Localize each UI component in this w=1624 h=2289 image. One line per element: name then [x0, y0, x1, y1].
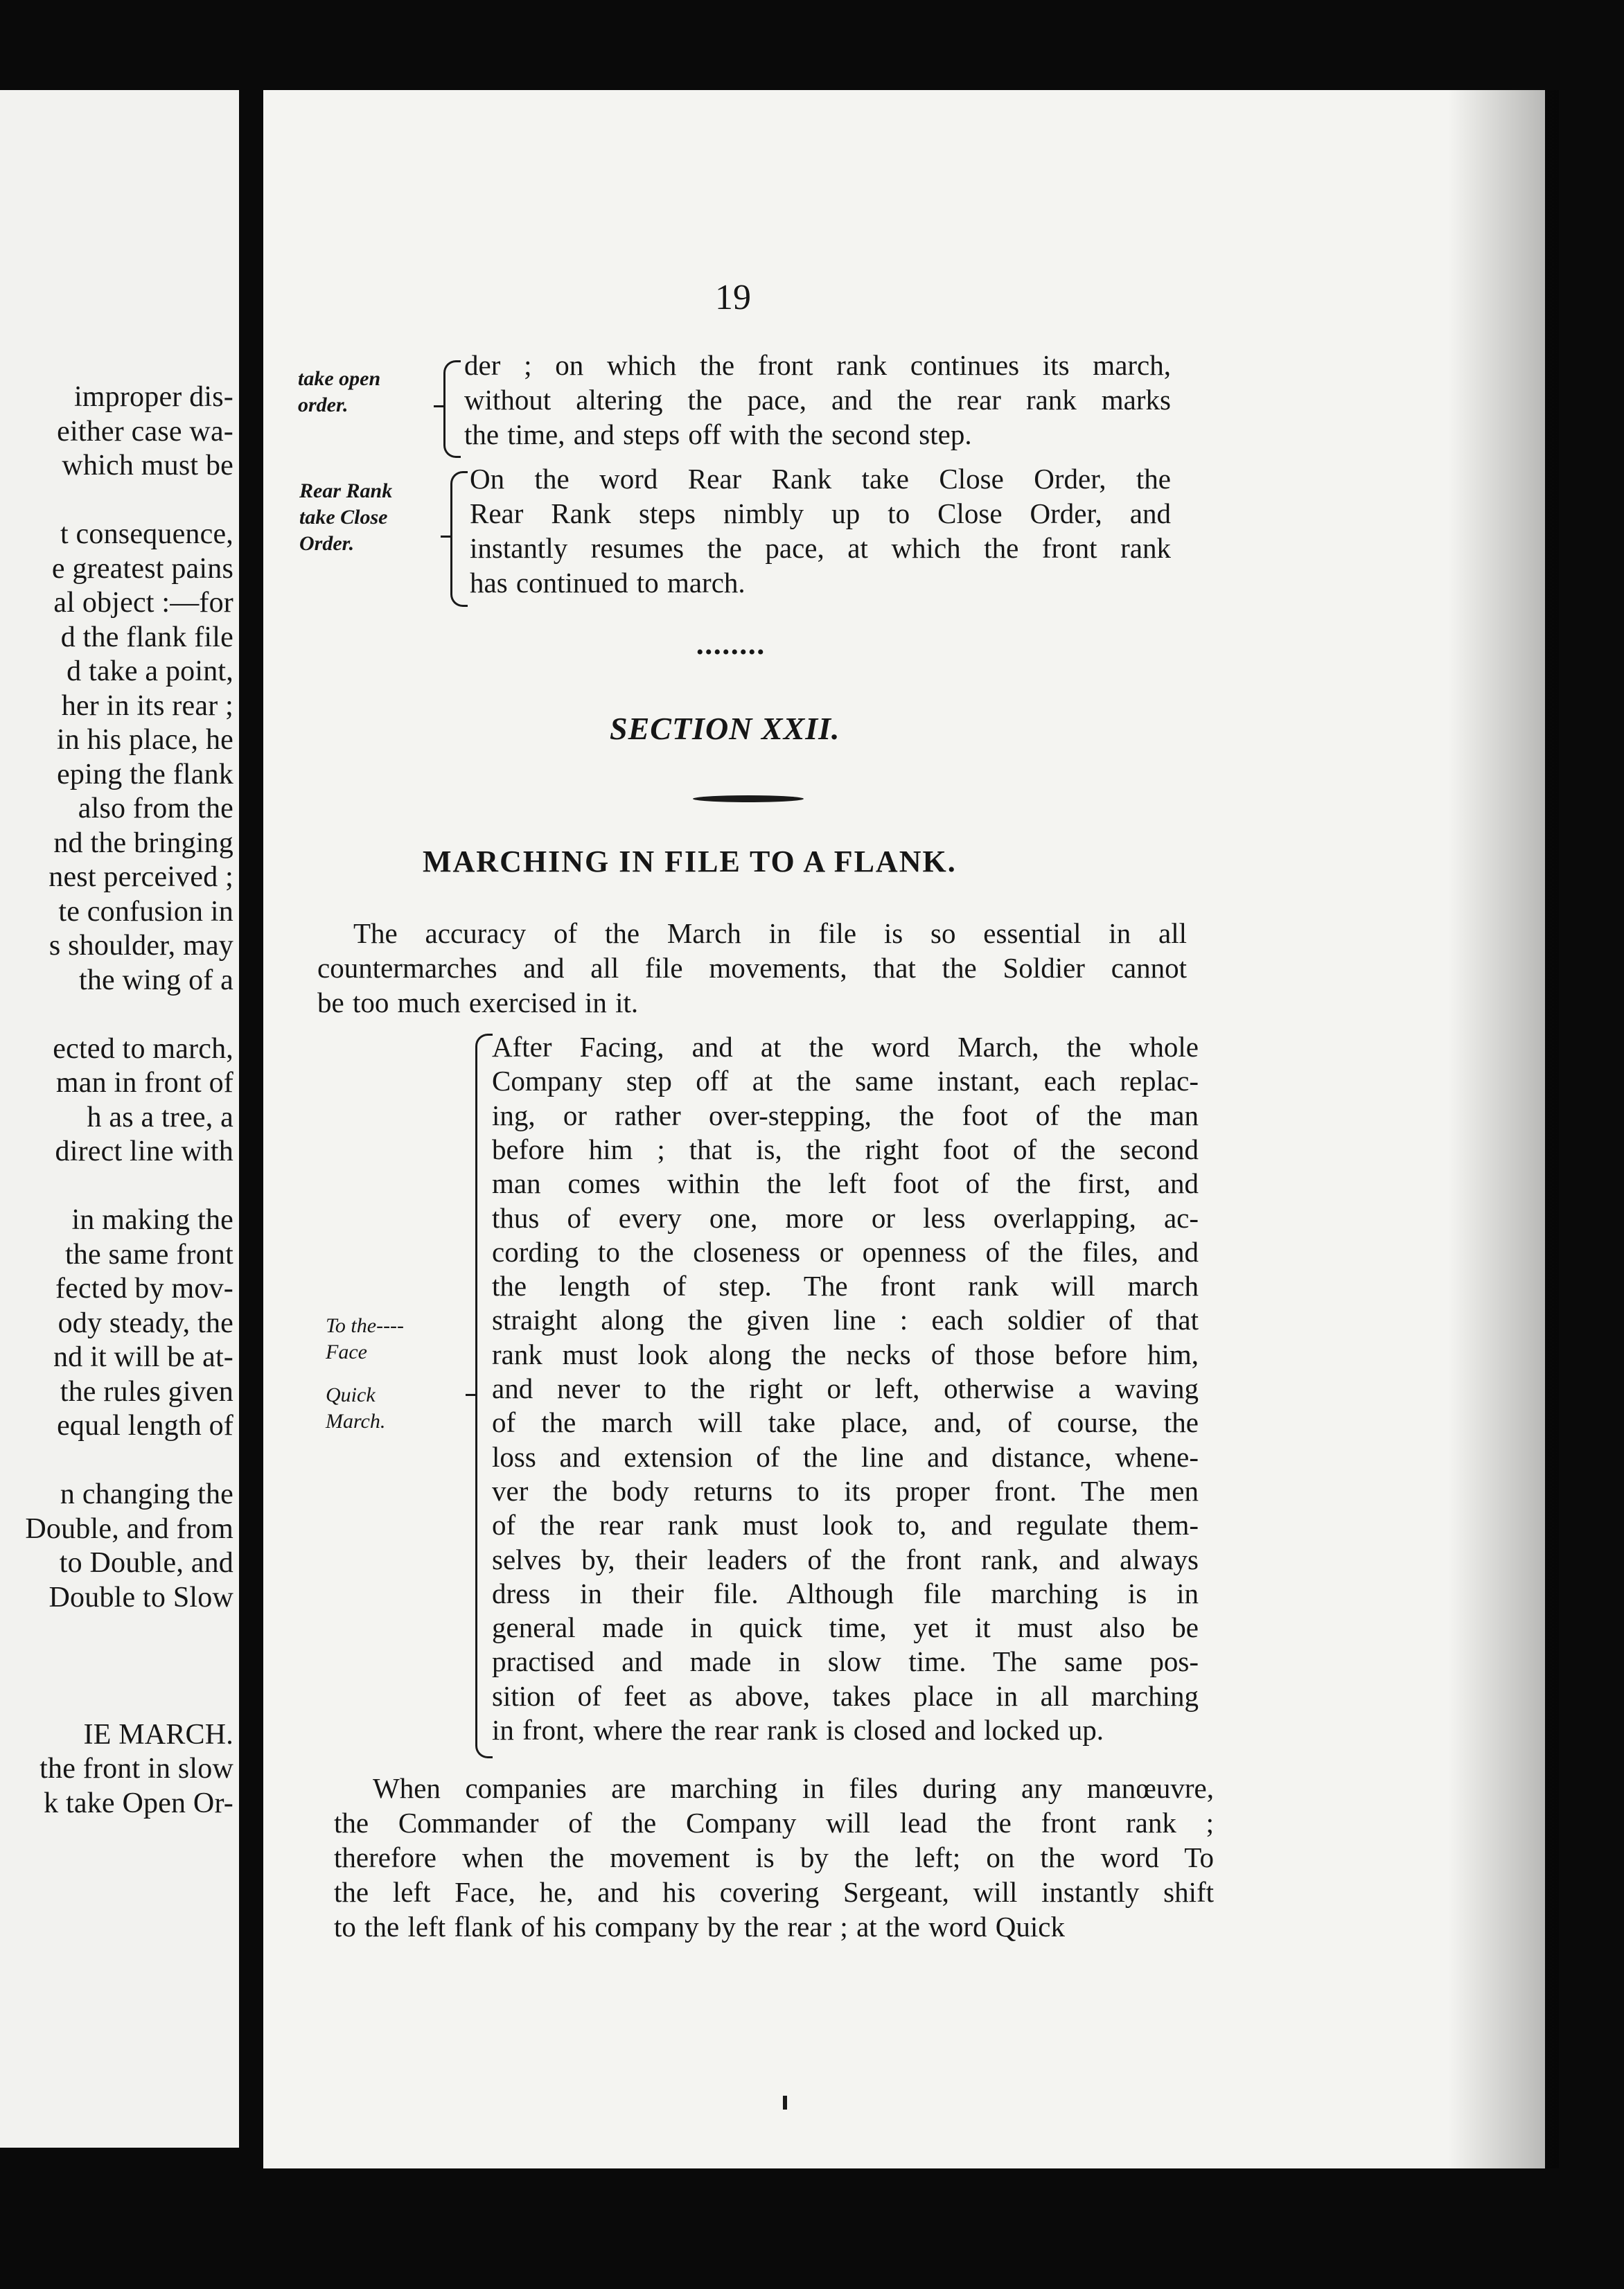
text-line: rank must look along the necks of those before him,	[492, 1338, 1199, 1370]
text-line: sition of feet as above, takes place in all marching	[492, 1679, 1199, 1712]
left-page-line: equal length of	[57, 1410, 233, 1442]
text-line: before him ; that is, the right foot of the second	[492, 1133, 1199, 1165]
left-page	[0, 90, 239, 2148]
main-heading: MARCHING IN FILE TO A FLANK.	[423, 845, 957, 878]
margin-note-quick-march: Quick March.	[326, 1384, 386, 1433]
text-line: man comes within the left foot of the first, and	[492, 1167, 1199, 1200]
text-line: to the left flank of his company by the rear ; at the word Quick	[334, 1911, 1065, 1943]
text-line: dress in their file. Although file marching is in	[492, 1577, 1199, 1609]
margin-note-face: To the---- Face	[326, 1314, 405, 1363]
left-page-line: nest perceived ;	[48, 861, 233, 893]
left-page-line: also from the	[78, 793, 233, 824]
left-page-line: n changing the	[60, 1478, 233, 1510]
text-line: practised and made in slow time. The same pos-	[492, 1645, 1199, 1678]
left-page-line: either case wa-	[57, 415, 233, 448]
left-page-line: al object :—for	[53, 587, 233, 619]
left-page-line: fected by mov-	[55, 1273, 233, 1305]
left-page-line: the wing of a	[78, 964, 233, 996]
left-page-line: man in front of	[55, 1067, 233, 1099]
page-number: 19	[715, 278, 751, 317]
text-line: therefore when the movement is by the left; on the word To	[334, 1841, 1214, 1873]
text-line: loss and extension of the line and distance, whene-	[492, 1440, 1199, 1473]
left-page-line: in making the	[71, 1204, 233, 1236]
text-line: and never to the right or left, otherwise a waving	[492, 1372, 1199, 1404]
left-page-line: nd the bringing	[53, 827, 233, 859]
left-page-line: k take Open Or-	[44, 1787, 233, 1819]
ornament-divider: ••••••••	[696, 641, 766, 664]
text-line: of the march will take place, and, of course, the	[492, 1406, 1199, 1439]
left-page-line: e greatest pains	[51, 552, 233, 585]
left-page-line: ected to march,	[53, 1032, 233, 1065]
left-page-line: ody steady, the	[58, 1307, 233, 1339]
text-line: Company step off at the same instant, each replac-	[492, 1065, 1199, 1097]
text-line: ing, or rather over-stepping, the foot of the man	[492, 1099, 1199, 1131]
brace-close-order-tip	[441, 536, 452, 538]
brace-main-tip	[466, 1394, 477, 1396]
left-page-line: Double, and from	[25, 1512, 233, 1545]
text-line: the time, and steps off with the second step.	[464, 418, 972, 450]
left-page-line: h as a tree, a	[87, 1101, 233, 1133]
text-line: without altering the pace, and the rear rank marks	[464, 384, 1171, 416]
text-line: general made in quick time, yet it must also be	[492, 1611, 1199, 1644]
text-line: The accuracy of the March in file is so essential in all	[353, 917, 1187, 949]
left-page-line: d take a point,	[67, 655, 233, 687]
left-page-line: IE MARCH.	[83, 1718, 233, 1751]
page-edge-shadow	[1448, 90, 1559, 2168]
text-line: the left Face, he, and his covering Sergeant, will instantly shift	[334, 1876, 1214, 1908]
text-line: Rear Rank steps nimbly up to Close Order, and	[470, 497, 1171, 529]
left-page-line: the front in slow	[39, 1753, 233, 1785]
text-line: of the rear rank must look to, and regulate them-	[492, 1509, 1199, 1541]
text-line: in front, where the rear rank is closed and locked up.	[492, 1714, 1104, 1746]
margin-note-close-order: Rear Rank take Close Order.	[299, 479, 393, 555]
text-line: has continued to march.	[470, 567, 745, 599]
text-line: ver the body returns to its proper front. The men	[492, 1474, 1199, 1507]
text-line: straight along the given line : each soldier of that	[492, 1304, 1199, 1336]
left-page-line: s shoulder, may	[48, 930, 233, 962]
text-line: instantly resumes the pace, at which the front rank	[470, 532, 1171, 564]
left-page-line: the same front	[64, 1238, 233, 1271]
text-line: countermarches and all file movements, that the Soldier cannot	[317, 952, 1187, 984]
left-page-line: improper dis-	[73, 381, 233, 413]
text-line: the Commander of the Company will lead the front rank ;	[334, 1807, 1214, 1839]
left-page-line: d the flank file	[60, 621, 233, 653]
brace-top-block	[443, 360, 461, 458]
text-line: be too much exercised in it.	[317, 987, 639, 1018]
decorative-rule	[693, 795, 804, 802]
brace-top-tip	[434, 405, 445, 407]
left-page-line: direct line with	[55, 1135, 233, 1167]
text-line: When companies are marching in files during any manœuvre,	[373, 1772, 1214, 1804]
text-line: the length of step. The front rank will march	[492, 1270, 1199, 1302]
text-line: cording to the closeness or openness of the files, and	[492, 1235, 1199, 1268]
left-page-line: in his place, he	[56, 724, 233, 756]
text-line: After Facing, and at the word March, the whole	[492, 1031, 1199, 1063]
left-page-line: to Double, and	[59, 1547, 233, 1579]
section-title: SECTION XXII.	[610, 711, 840, 746]
text-line: thus of every one, more or less overlapping, ac-	[492, 1201, 1199, 1234]
brace-main-block	[475, 1034, 493, 1758]
margin-note-open-order: take open order.	[298, 367, 381, 416]
page-mark	[783, 2096, 787, 2110]
left-page-line: Double to Slow	[48, 1581, 233, 1614]
text-line: der ; on which the front rank continues its march,	[464, 349, 1171, 381]
brace-close-order	[450, 471, 468, 607]
left-page-line: which must be	[62, 450, 233, 481]
left-page-line: eping the flank	[57, 758, 233, 790]
left-page-line: t consequence,	[60, 518, 233, 550]
left-page-line: her in its rear ;	[61, 689, 233, 722]
left-page-line: the rules given	[60, 1375, 233, 1408]
text-line: On the word Rear Rank take Close Order, the	[470, 463, 1171, 495]
left-page-line: nd it will be at-	[53, 1341, 233, 1373]
text-line: selves by, their leaders of the front rank, and always	[492, 1543, 1199, 1575]
left-page-line: te confusion in	[58, 895, 233, 928]
